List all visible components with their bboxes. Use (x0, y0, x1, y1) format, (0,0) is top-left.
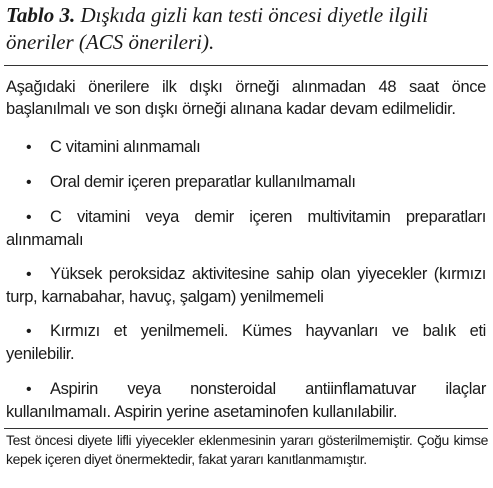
bullet-icon: • (26, 174, 32, 191)
table-caption-title: Dışkıda gizli kan testi öncesi diyetle ilgili öneriler (ACS önerileri). (6, 3, 429, 54)
table-footnote: Test öncesi diyete lifli yiyecekler eklenmesinin yararı gösterilmemiştir. Çoğu kimse kepek içeren diyet önermektedir, fakat yararı kanıtlanmamıştır. (6, 432, 488, 467)
bullet-icon: • (26, 139, 32, 156)
bottom-rule (4, 428, 488, 429)
list-item-text: C vitamini alınmamalı (50, 138, 201, 156)
list-item-text: C vitamini veya demir içeren multivitamin preparatları alınmamalı (6, 208, 486, 249)
bullet-icon: • (26, 323, 32, 340)
top-rule (4, 65, 488, 66)
list-item-text: Oral demir içeren preparatlar kullanılmamalı (50, 173, 356, 191)
list-item-text: Kırmızı et yenilmemeli. Kümes hayvanları ve balık eti yenilebilir. (6, 322, 486, 363)
list-item (6, 378, 486, 423)
table-caption-label: Tablo 3. (6, 3, 76, 27)
intro-paragraph: Aşağıdaki önerilere ilk dışkı örneği alınmadan 48 saat önce başlanılmalı ve son dışkı örneği alınana kadar devam edilmelidir. (6, 78, 486, 118)
table-caption (6, 2, 486, 56)
list-item (6, 171, 486, 194)
list-item (6, 136, 486, 159)
list-item (6, 320, 486, 365)
list-item-text: Yüksek peroksidaz aktivitesine sahip olan yiyecekler (kırmızı turp, karnabahar, havuç, şalgam) yenilmemeli (6, 265, 486, 306)
list-item-text: Aspirin veya nonsteroidal antiinflamatuvar ilaçlar kullanılmamalı. Aspirin yerine asetaminofen kullanılabilir. (6, 380, 486, 421)
list-item (6, 206, 486, 251)
bullet-icon: • (26, 381, 32, 398)
bullet-icon: • (26, 266, 32, 283)
bullet-icon: • (26, 209, 32, 226)
list-item (6, 263, 486, 308)
